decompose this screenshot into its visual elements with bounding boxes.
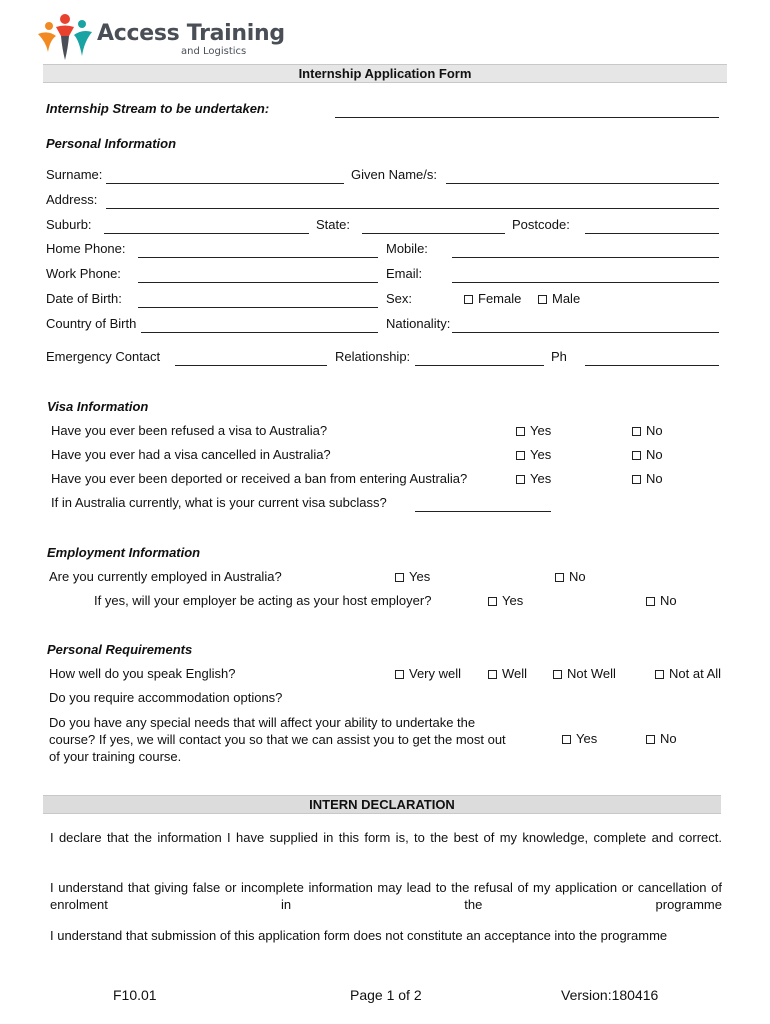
postcode-field[interactable] xyxy=(585,233,719,234)
visa-subclass-field[interactable] xyxy=(415,511,551,512)
well-label: Well xyxy=(502,666,528,681)
no-label: No xyxy=(646,447,663,462)
no-label: No xyxy=(660,593,677,608)
emergency-label: Emergency Contact xyxy=(46,349,161,364)
relationship-field[interactable] xyxy=(415,365,544,366)
visa-q2-no[interactable] xyxy=(632,447,663,462)
state-field[interactable] xyxy=(362,233,505,234)
mobile-field[interactable] xyxy=(452,257,719,258)
visa-heading: Visa Information xyxy=(47,399,149,414)
stream-field[interactable] xyxy=(335,117,719,118)
employment-q2: If yes, will your employer be acting as your host employer? xyxy=(94,593,432,608)
sex-male-option[interactable] xyxy=(538,291,580,306)
logo xyxy=(36,12,285,64)
no-label: No xyxy=(569,569,586,584)
no-label: No xyxy=(646,423,663,438)
employment-heading: Employment Information xyxy=(47,545,201,560)
employment-q2-yes[interactable] xyxy=(488,593,523,608)
checkbox[interactable] xyxy=(632,475,641,484)
logo-name: Access Training xyxy=(97,21,285,46)
checkbox[interactable] xyxy=(646,597,655,606)
accommodation-question: Do you require accommodation options? xyxy=(49,690,283,705)
not-well-label: Not Well xyxy=(567,666,616,681)
checkbox[interactable] xyxy=(553,670,562,679)
address-field[interactable] xyxy=(106,208,719,209)
yes-label: Yes xyxy=(530,447,552,462)
special-needs-line-1: Do you have any special needs that will affect your ability to undertake the xyxy=(49,715,476,730)
state-label: State: xyxy=(316,217,350,232)
visa-q2: Have you ever had a visa cancelled in Australia? xyxy=(51,447,331,462)
special-needs-line-2: course? If yes, we will contact you so that we can assist you to get the most out xyxy=(49,732,506,747)
no-label: No xyxy=(660,731,677,746)
declaration-paragraph-1: I declare that the information I have supplied in this form is, to the best of my knowledge, complete and correct. xyxy=(50,830,722,845)
work-phone-field[interactable] xyxy=(138,282,378,283)
declaration-paragraph-3: I understand that submission of this application form does not constitute an acceptance into the programme xyxy=(50,928,668,943)
ph-label: Ph xyxy=(551,349,567,364)
suburb-label: Suburb: xyxy=(46,217,92,232)
nationality-label: Nationality: xyxy=(386,316,451,331)
work-phone-label: Work Phone: xyxy=(46,266,121,281)
home-phone-field[interactable] xyxy=(138,257,378,258)
checkbox[interactable] xyxy=(555,573,564,582)
dob-label: Date of Birth: xyxy=(46,291,122,306)
english-not-well[interactable] xyxy=(553,666,616,681)
no-label: No xyxy=(646,471,663,486)
address-label: Address: xyxy=(46,192,98,207)
checkbox[interactable] xyxy=(395,670,404,679)
form-title-bar xyxy=(43,64,727,83)
yes-label: Yes xyxy=(576,731,598,746)
male-label: Male xyxy=(552,291,581,306)
checkbox[interactable] xyxy=(395,573,404,582)
checkbox[interactable] xyxy=(562,735,571,744)
logo-subtitle: and Logistics xyxy=(181,46,247,57)
relationship-label: Relationship: xyxy=(335,349,411,364)
given-names-label: Given Name/s: xyxy=(351,167,437,182)
yes-label: Yes xyxy=(409,569,431,584)
email-field[interactable] xyxy=(452,282,719,283)
country-field[interactable] xyxy=(141,332,378,333)
sex-female-option[interactable] xyxy=(464,291,521,306)
sex-label: Sex: xyxy=(386,291,413,306)
visa-q1-no[interactable] xyxy=(632,423,663,438)
checkbox[interactable] xyxy=(632,427,641,436)
english-question: How well do you speak English? xyxy=(49,666,236,681)
visa-q2-yes[interactable] xyxy=(516,447,551,462)
visa-q3: Have you ever been deported or received a ban from entering Australia? xyxy=(51,471,468,486)
yes-label: Yes xyxy=(502,593,524,608)
checkbox[interactable] xyxy=(538,295,547,304)
declaration-bar xyxy=(43,795,721,814)
english-very-well[interactable] xyxy=(395,666,461,681)
personal-heading: Personal Information xyxy=(46,136,177,151)
declaration-heading: INTERN DECLARATION xyxy=(309,797,455,812)
ph-field[interactable] xyxy=(585,365,719,366)
checkbox[interactable] xyxy=(516,451,525,460)
special-needs-yes[interactable] xyxy=(562,731,597,746)
footer-version: Version:180416 xyxy=(561,987,659,1003)
dob-field[interactable] xyxy=(138,307,378,308)
checkbox[interactable] xyxy=(632,451,641,460)
special-needs-no[interactable] xyxy=(646,731,677,746)
declaration-paragraph-2: I understand that giving false or incomplete information may lead to the refusal of my application or cancellation of enrolment in the programme xyxy=(50,880,722,912)
visa-q3-yes[interactable] xyxy=(516,471,551,486)
yes-label: Yes xyxy=(530,471,552,486)
checkbox[interactable] xyxy=(655,670,664,679)
very-well-label: Very well xyxy=(409,666,462,681)
english-well[interactable] xyxy=(488,666,527,681)
visa-q4: If in Australia currently, what is your current visa subclass? xyxy=(51,495,387,510)
form-title: Internship Application Form xyxy=(298,66,472,81)
checkbox[interactable] xyxy=(516,475,525,484)
yes-label: Yes xyxy=(530,423,552,438)
postcode-label: Postcode: xyxy=(512,217,570,232)
mobile-label: Mobile: xyxy=(386,241,428,256)
employment-q2-no[interactable] xyxy=(646,593,677,608)
checkbox[interactable] xyxy=(516,427,525,436)
not-at-all-label: Not at All xyxy=(669,666,722,681)
employment-q1-yes[interactable] xyxy=(395,569,430,584)
requirements-heading: Personal Requirements xyxy=(47,642,193,657)
footer-page-number: Page 1 of 2 xyxy=(350,987,422,1003)
given-names-field[interactable] xyxy=(446,183,719,184)
surname-label: Surname: xyxy=(46,167,103,182)
nationality-field[interactable] xyxy=(452,332,719,333)
country-label: Country of Birth xyxy=(46,316,137,331)
email-label: Email: xyxy=(386,266,423,281)
visa-q1-yes[interactable] xyxy=(516,423,551,438)
stream-label: Internship Stream to be undertaken: xyxy=(46,101,270,116)
employment-q1: Are you currently employed in Australia? xyxy=(49,569,282,584)
emergency-field[interactable] xyxy=(175,365,327,366)
checkbox[interactable] xyxy=(464,295,473,304)
footer-form-code: F10.01 xyxy=(113,987,157,1003)
checkbox[interactable] xyxy=(488,597,497,606)
surname-field[interactable] xyxy=(106,183,344,184)
visa-q3-no[interactable] xyxy=(632,471,663,486)
home-phone-label: Home Phone: xyxy=(46,241,126,256)
special-needs-line-3: of your training course. xyxy=(49,749,182,764)
female-label: Female xyxy=(478,291,522,306)
logo-people-icon xyxy=(36,12,94,62)
visa-q1: Have you ever been refused a visa to Australia? xyxy=(51,423,328,438)
checkbox[interactable] xyxy=(646,735,655,744)
checkbox[interactable] xyxy=(488,670,497,679)
english-not-at-all[interactable] xyxy=(655,666,721,681)
suburb-field[interactable] xyxy=(104,233,309,234)
employment-q1-no[interactable] xyxy=(555,569,586,584)
special-needs-question xyxy=(49,714,506,765)
